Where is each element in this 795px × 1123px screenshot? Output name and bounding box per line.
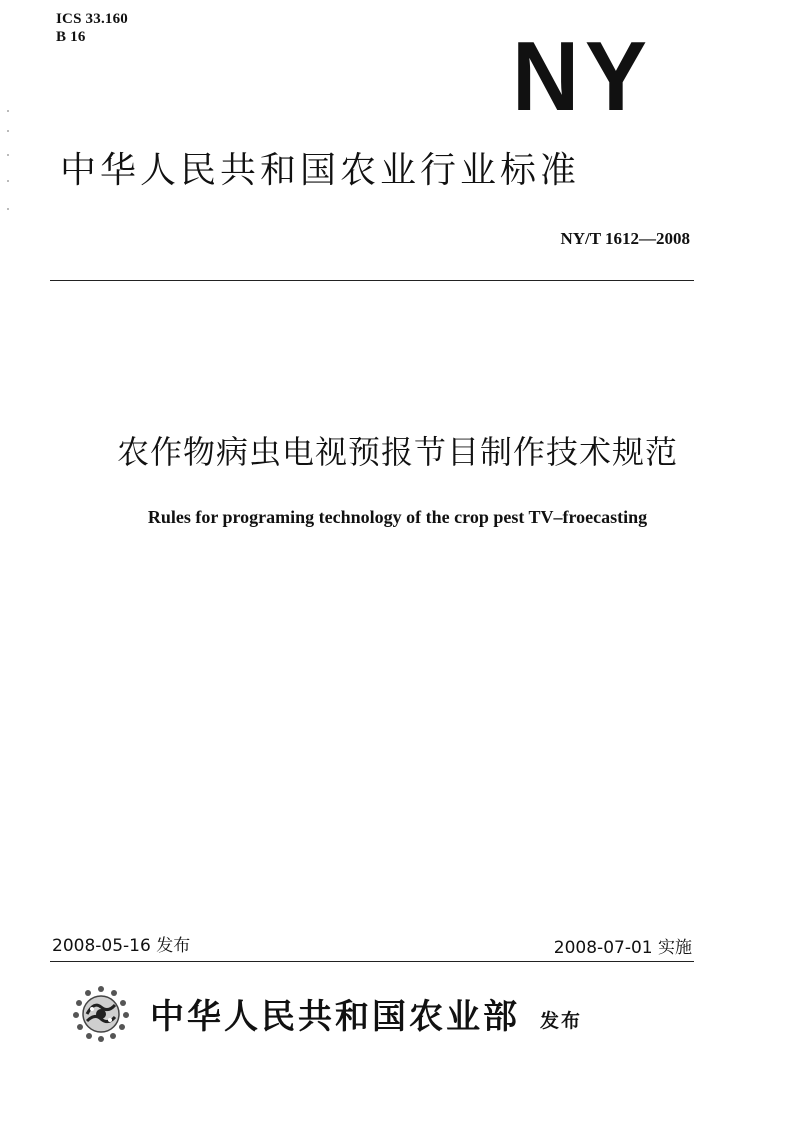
scan-margin-marks — [6, 110, 10, 230]
issue-date: 2008-05-16 发布 — [52, 936, 191, 956]
issuing-authority: 中华人民共和国农业部 — [150, 997, 520, 1037]
bottom-divider — [50, 961, 694, 962]
publish-label: 发布 — [540, 1010, 583, 1032]
standard-number: NY/T 1612—2008 — [560, 229, 690, 248]
ccs-code: B 16 — [56, 29, 86, 45]
ics-code: ICS 33.160 — [56, 11, 129, 27]
ny-logo: NY — [512, 21, 653, 131]
title-english: Rules for programing technology of the crop pest TV–froecasting — [147, 507, 648, 527]
title-chinese: 农作物病虫电视预报节目制作技术规范 — [116, 433, 678, 471]
ministry-emblem-icon — [70, 983, 132, 1045]
top-divider — [50, 280, 694, 281]
standard-category: 中华人民共和国农业行业标准 — [60, 150, 581, 191]
implementation-date: 2008-07-01 实施 — [553, 938, 692, 958]
classification-codes — [56, 10, 128, 46]
